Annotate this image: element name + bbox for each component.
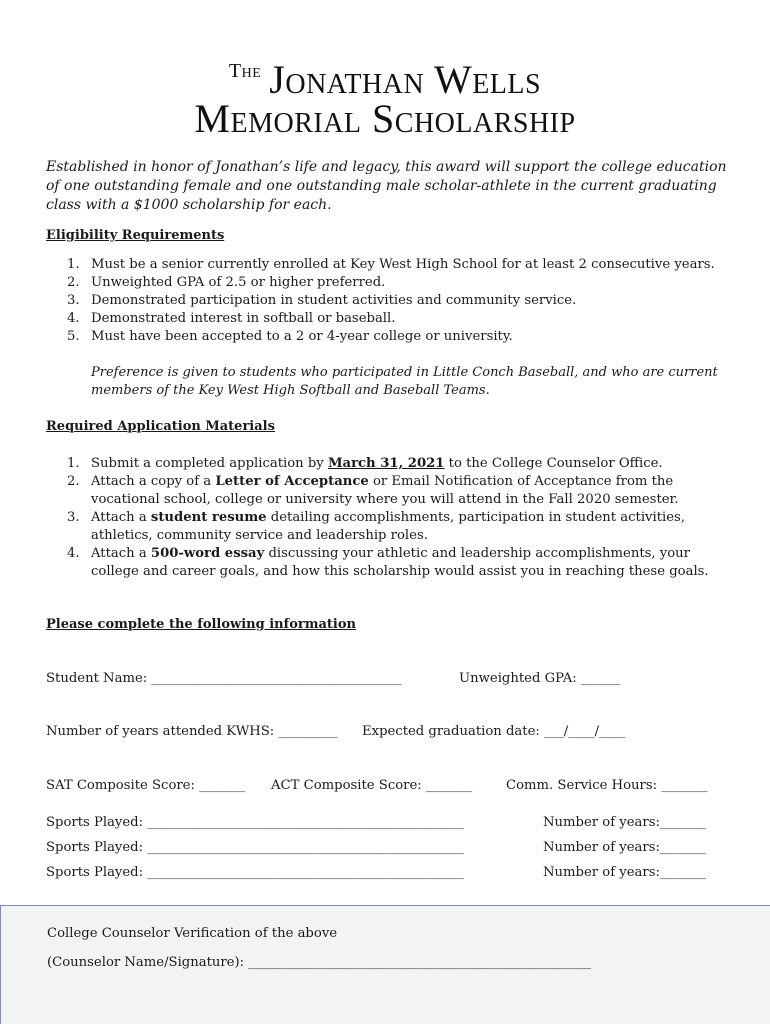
row-student-name [46, 671, 621, 686]
materials-item: 4. Attach a 500-word essay discussing your athletic and leadership accomplishments, your college and career goals, and how this scholarship would assist you in reaching these goals. [67, 546, 709, 579]
materials-item-text: to the College Counselor Office. [444, 456, 663, 471]
eligibility-item: 1. Must be a senior currently enrolled at Key West High School for at least 2 consecutive years. [67, 257, 715, 272]
materials-list [46, 455, 736, 581]
materials-item-text: or Email Notification of Acceptance from the vocational school, college or university where you will attend in the Fall 2020 semester. [91, 474, 679, 507]
eligibility-heading: Eligibility Requirements [46, 228, 225, 243]
materials-item: 1. Submit a completed application by March 31, 2021 to the College Counselor Office. [67, 456, 663, 471]
sports-played-field[interactable]: Sports Played: ________________________________________________ [46, 840, 464, 855]
row-sports-3 [46, 865, 707, 880]
eligibility-item: 4. Demonstrated interest in softball or baseball. [67, 311, 396, 326]
eligibility-item: 3. Demonstrated participation in student activities and community service. [67, 293, 577, 308]
row-sports-1 [46, 815, 707, 830]
materials-item: 2. Attach a copy of a Letter of Acceptance or Email Notification of Acceptance from the vocational school, college or university where you will attend in the Fall 2020 semester. [67, 474, 679, 507]
materials-item-text: Attach a [91, 510, 151, 525]
eligibility-item: 2. Unweighted GPA of 2.5 or higher preferred. [67, 275, 386, 290]
materials-heading: Required Application Materials [46, 419, 275, 434]
gpa-field[interactable]: Unweighted GPA: ______ [459, 671, 621, 686]
eligibility-item-text: Must be a senior currently enrolled at Key West High School for at least 2 consecutive years. [91, 257, 715, 272]
eligibility-list [46, 256, 736, 346]
row-years-grad [46, 724, 626, 739]
years-attended-field[interactable]: Number of years attended KWHS: _________ [46, 724, 338, 739]
counselor-signature-field[interactable]: (Counselor Name/Signature): ____________________________________________________ [47, 955, 592, 970]
eligibility-item-text: Demonstrated interest in softball or baseball. [91, 311, 396, 326]
materials-item-text: Attach a copy of a [91, 474, 216, 489]
materials-item: 3. Attach a student resume detailing accomplishments, participation in student activities, athletics, community service and leadership roles. [67, 510, 686, 543]
eligibility-item: 5. Must have been accepted to a 2 or 4-year college or university. [67, 329, 513, 344]
student-resume-label: student resume [150, 510, 267, 525]
materials-item-text: discussing your athletic and leadership accomplishments, your college and career goals, and how this scholarship would assist you in reaching these goals. [91, 546, 709, 579]
sports-played-field[interactable]: Sports Played: ________________________________________________ [46, 815, 464, 830]
info-heading: Please complete the following information [46, 617, 356, 632]
row-sports-2 [46, 840, 707, 855]
materials-item-text: detailing accomplishments, participation in student activities, athletics, community service and leadership roles. [91, 510, 686, 543]
preference-note: Preference is given to students who participated in Little Conch Baseball, and who are current members of the Key West High Softball and Baseball Teams. [91, 365, 718, 398]
title-line-1 [0, 48, 770, 103]
deadline-date: March 31, 2021 [327, 456, 445, 471]
intro-paragraph: Established in honor of Jonathan’s life and legacy, this award will support the college education of one outstanding female and one outstanding male scholar-athlete in the current graduating class with a $1000 scholarship for each. [46, 159, 727, 213]
sports-played-field[interactable]: Sports Played: ________________________________________________ [46, 865, 464, 880]
sports-years-field[interactable]: Number of years:_______ [543, 815, 707, 830]
row-scores [46, 778, 708, 793]
title-the: The [228, 60, 262, 82]
sports-years-field[interactable]: Number of years:_______ [543, 840, 707, 855]
title-line-2: Memorial Scholarship [194, 96, 576, 141]
verification-label: College Counselor Verification of the above [47, 926, 338, 941]
eligibility-item-text: Demonstrated participation in student activities and community service. [91, 293, 577, 308]
eligibility-item-text: Unweighted GPA of 2.5 or higher preferred. [91, 275, 386, 290]
student-name-field[interactable]: Student Name: ______________________________________ [46, 671, 402, 686]
act-score-field[interactable]: ACT Composite Score: _______ [271, 778, 473, 793]
sports-years-field[interactable]: Number of years:_______ [543, 865, 707, 880]
title-name: Jonathan Wells [269, 57, 542, 102]
letter-of-acceptance-label: Letter of Acceptance [215, 474, 369, 489]
sat-score-field[interactable]: SAT Composite Score: _______ [46, 778, 246, 793]
counselor-verification-box [0, 905, 770, 1024]
eligibility-item-text: Must have been accepted to a 2 or 4-year college or university. [91, 329, 513, 344]
essay-label: 500-word essay [150, 546, 265, 561]
service-hours-field[interactable]: Comm. Service Hours: _______ [506, 778, 708, 793]
materials-item-text: Attach a [91, 546, 151, 561]
materials-item-text: Submit a completed application by [91, 456, 328, 471]
graduation-date-field[interactable]: Expected graduation date: ___/____/____ [362, 724, 626, 739]
